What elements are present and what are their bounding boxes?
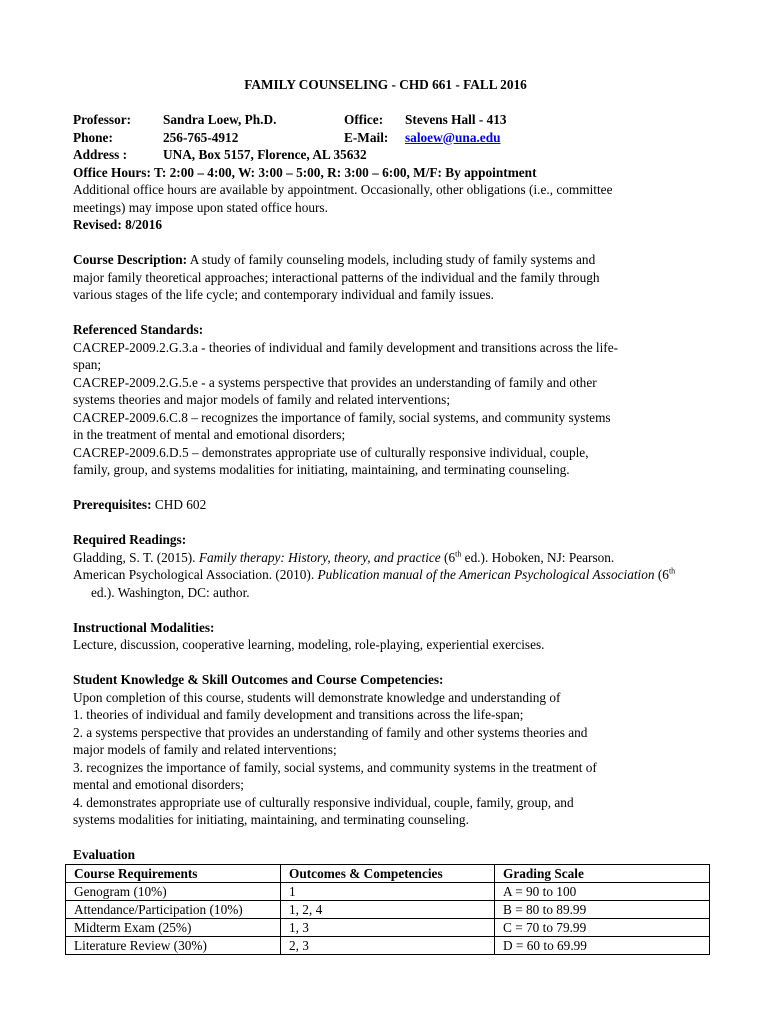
table-row	[66, 936, 710, 954]
outcomes-line: major models of family and related interventions;	[73, 742, 337, 757]
table-row	[66, 918, 710, 936]
reading-apa	[73, 566, 698, 601]
reading-text: (6	[440, 549, 456, 565]
reading-text: ed.). Hoboken, NJ: Pearson.	[461, 549, 615, 565]
course-description-label: Course Description:	[73, 252, 188, 267]
reading-text: American Psychological Association. (2010).	[73, 567, 318, 582]
evaluation-heading: Evaluation	[73, 847, 136, 862]
address-label: Address :	[73, 147, 128, 162]
table-cell: Midterm Exam (25%)	[66, 918, 281, 936]
standards-heading: Referenced Standards:	[73, 322, 204, 337]
outcomes-line: 2. a systems perspective that provides an understanding of family and other systems theories and	[73, 724, 588, 740]
outcomes-line: Upon completion of this course, students will demonstrate knowledge and understanding of	[73, 689, 561, 705]
column-header: Course Requirements	[66, 864, 281, 882]
column-header: Outcomes & Competencies	[281, 864, 495, 882]
modalities-heading: Instructional Modalities:	[73, 619, 215, 635]
course-description-text-1: A study of family counseling models, including study of family systems and	[187, 252, 596, 267]
outcomes-line: systems modalities for initiating, maintaining, and terminating counseling.	[73, 812, 469, 827]
reading-title: Family therapy: History, theory, and practice	[198, 549, 441, 565]
phone-label: Phone:	[73, 129, 113, 145]
superscript: th	[668, 566, 676, 576]
email-link[interactable]: saloew@una.edu	[405, 129, 501, 145]
phone-number: 256-765-4912	[163, 129, 239, 145]
outcomes-heading: Student Knowledge & Skill Outcomes and Course Competencies:	[73, 672, 444, 687]
superscript: th	[455, 549, 462, 559]
email-label: E-Mail:	[344, 129, 389, 145]
professor-line	[73, 111, 698, 129]
table-cell: 2, 3	[281, 936, 495, 954]
syllabus-page	[73, 76, 698, 955]
standards-line: CACREP-2009.2.G.5.e - a systems perspective that provides an understanding of family and other	[73, 374, 597, 390]
office-hours: Office Hours: T: 2:00 – 4:00, W: 3:00 – 5:00, R: 3:00 – 6:00, M/F: By appointment	[73, 164, 537, 180]
professor-name: Sandra Loew, Ph.D.	[163, 112, 277, 127]
address-line	[73, 146, 698, 164]
table-cell: C = 70 to 79.99	[495, 918, 710, 936]
reading-text: (6	[654, 567, 669, 582]
column-header: Grading Scale	[495, 864, 710, 882]
course-description-line-2: major family theoretical approaches; interactional patterns of the individual and the family through	[73, 269, 600, 285]
standards-line: CACREP-2009.6.C.8 – recognizes the importance of family, social systems, and community systems	[73, 409, 611, 425]
prerequisites-label: Prerequisites:	[73, 497, 152, 512]
office-label: Office:	[344, 112, 384, 127]
office-location: Stevens Hall - 413	[405, 112, 507, 127]
evaluation-table	[65, 864, 710, 955]
document-title: FAMILY COUNSELING - CHD 661 - FALL 2016	[244, 77, 527, 92]
table-cell: 1, 2, 4	[281, 900, 495, 918]
address-value: UNA, Box 5157, Florence, AL 35632	[163, 147, 367, 162]
table-row	[66, 882, 710, 900]
table-cell: B = 80 to 89.99	[495, 900, 710, 918]
standards-line: CACREP-2009.2.G.3.a - theories of individual and family development and transitions across the life-	[73, 339, 619, 355]
table-cell: Genogram (10%)	[66, 882, 281, 900]
outcomes-line: mental and emotional disorders;	[73, 777, 244, 792]
table-cell: A = 90 to 100	[495, 882, 710, 900]
course-description-line-1	[73, 251, 698, 269]
additional-hours-line-1: Additional office hours are available by appointment. Occasionally, other obligations (i.e., committee	[73, 182, 613, 197]
prerequisites-value: CHD 602	[151, 497, 207, 512]
table-cell: Attendance/Participation (10%)	[66, 900, 281, 918]
prerequisites	[73, 496, 698, 514]
reading-gladding	[73, 549, 698, 567]
reading-text: ed.). Washington, DC: author.	[91, 584, 250, 600]
additional-hours-line-2: meetings) may impose upon stated office hours.	[73, 199, 328, 215]
standards-line: family, group, and systems modalities for initiating, maintaining, and terminating counseling.	[73, 462, 570, 477]
standards-line: in the treatment of mental and emotional disorders;	[73, 427, 346, 442]
standards-line: span;	[73, 357, 102, 372]
professor-label: Professor:	[73, 112, 132, 127]
outcomes-line: 4. demonstrates appropriate use of culturally responsive individual, couple, family, group, and	[73, 794, 574, 810]
table-cell: 1	[281, 882, 495, 900]
table-header-row	[66, 864, 710, 882]
outcomes-line: 1. theories of individual and family development and transitions across the life-span;	[73, 707, 524, 722]
revised-date: Revised: 8/2016	[73, 217, 163, 232]
phone-line	[73, 129, 698, 147]
reading-text: Gladding, S. T. (2015).	[73, 549, 199, 565]
table-cell: Literature Review (30%)	[66, 936, 281, 954]
standards-line: systems theories and major models of family and related interventions;	[73, 392, 451, 407]
table-cell: 1, 3	[281, 918, 495, 936]
table-row	[66, 900, 710, 918]
standards-line: CACREP-2009.6.D.5 – demonstrates appropriate use of culturally responsive individual, couple,	[73, 444, 589, 460]
outcomes-line: 3. recognizes the importance of family, social systems, and community systems in the treatment of	[73, 759, 597, 775]
modalities-text: Lecture, discussion, cooperative learning, modeling, role-playing, experiential exercises.	[73, 637, 545, 652]
table-cell: D = 60 to 69.99	[495, 936, 710, 954]
reading-title: Publication manual of the American Psychological Association	[317, 567, 655, 582]
readings-heading: Required Readings:	[73, 532, 187, 547]
course-description-line-3: various stages of the life cycle; and contemporary individual and family issues.	[73, 287, 494, 302]
